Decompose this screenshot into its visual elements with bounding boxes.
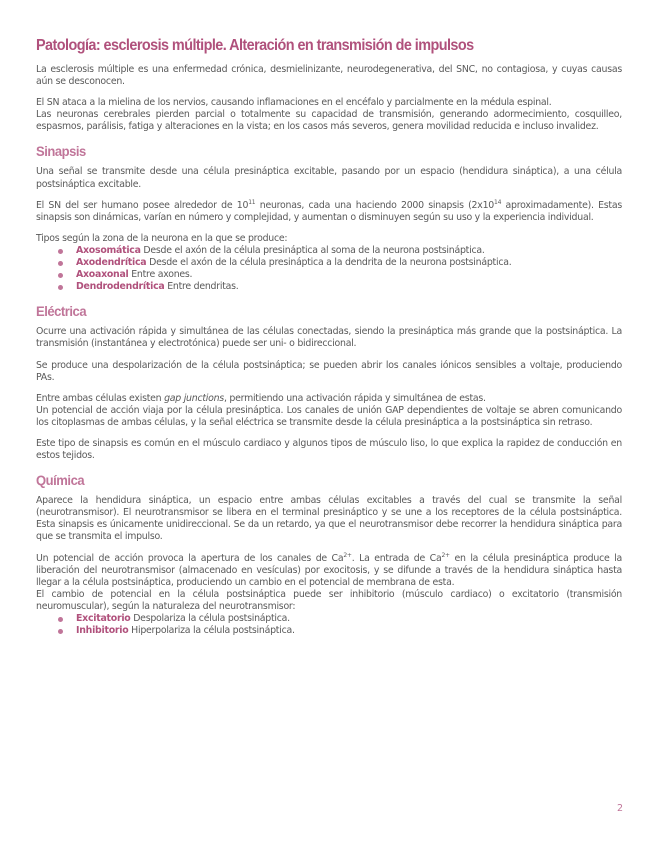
sinapsis-types-intro: Tipos según la zona de la neurona en la que se produce: [36,232,288,244]
sinapsis-paragraph-2 [36,200,622,224]
list-item [36,281,622,293]
text-span: , permitiendo una activación rápida y simultánea de estas. [223,392,486,404]
term: Axodendrítica [76,257,147,269]
text-span: Un potencial de acción provoca la apertura de los canales de Ca [36,552,344,564]
term-description: Entre axones. [128,269,193,281]
document-page [36,36,622,645]
term-description: Despolariza la célula postsináptica. [130,613,290,624]
list-item [36,613,622,625]
intro-paragraph-2a: El SN ataca a la mielina de los nervios, causando inflamaciones en el encéfalo y parcialmente en la médula espinal. [36,97,552,109]
term: Axosomática [76,244,141,256]
electrica-paragraph-1: Ocurre una activación rápida y simultánea de las células conectadas, siendo la presináptica más grande que la postsináptica. La transmisión (instantánea y electrotónica) puede ser uni- o bidireccional. [36,326,622,350]
term: Dendrodendrítica [76,281,165,293]
electrica-paragraph-4: Un potencial de acción viaja por la célula presináptica. Los canales de unión GAP dependientes de voltaje se abren comunicando los citoplasmas de ambas células, y la señal eléctrica se transmite desde la célula presináptica a la postsináptica sin retraso. [36,404,622,428]
list-item [36,625,622,637]
exponent: 11 [248,198,256,206]
list-item [36,269,622,281]
quimica-paragraph-3: El cambio de potencial en la célula postsináptica puede ser inhibitorio (músculo cardiaco) o excitatorio (transmisión neuromuscular), según la naturaleza del neurotransmisor: [36,588,622,612]
section-heading-sinapsis: Sinapsis [36,143,86,160]
page-title: Patología: esclerosis múltiple. Alteración en transmisión de impulsos [36,37,474,54]
term-description: Entre dendritas. [164,281,239,293]
quimica-types-list [36,613,622,637]
intro-paragraph-2b: Las neuronas cerebrales pierden parcial o totalmente su capacidad de transmisión, generando adormecimiento, cosquilleo, espasmos, parálisis, fatiga y alteraciones en la vista; en los casos más severos, genera movilidad reducida e incluso invalidez. [36,109,622,133]
superscript: 2+ [343,551,352,559]
term: Axoaxonal [76,269,129,281]
text-span: neuronas, cada una haciendo 2000 sinapsis (2x10 [255,199,494,211]
emphasis: gap junctions [164,392,224,404]
electrica-paragraph-2: Se produce una despolarización de la célula postsináptica; se pueden abrir los canales iónicos sensibles a voltaje, produciendo PAs. [36,359,622,383]
quimica-paragraph-1: Aparece la hendidura sináptica, un espacio entre ambas células excitables a través del cual se transmite la señal (neurotransmisor). El neurotransmisor se libera en el terminal presináptico y se une a los receptores de la célula postsináptica. Esta sinapsis es únicamente unidireccional. Se da un retardo, ya que el neurotransmisor debe recorrer la hendidura sináptica para que se transmita el impulso. [36,495,622,543]
sinapsis-types-list [36,245,622,293]
text-span: en la célula presináptica produce la liberación del neurotransmisor (almacenado en vesículas) por exocitosis, y se difunde a través de la hendidura sináptica hasta llegar a la célula postsináptica, produciendo un cambio en el potencial de membrana de esta. [36,552,622,588]
term-description: Desde el axón de la célula presináptica a la dendrita de la neurona postsináptica. [146,257,512,269]
page-number: 2 [616,803,623,814]
term: Excitatorio [76,613,131,624]
quimica-paragraph-2 [36,553,622,589]
intro-paragraph-1: La esclerosis múltiple es una enfermedad crónica, desmielinizante, neurodegenerativa, del SNC, no contagiosa, y cuyas causas aún se desconocen. [36,64,622,88]
term-description: Hiperpolariza la célula postsináptica. [128,625,295,637]
text-span: . La entrada de Ca [351,552,442,564]
section-heading-electrica: Eléctrica [36,303,87,320]
term-description: Desde el axón de la célula presináptica al soma de la neurona postsináptica. [140,244,485,256]
list-item [36,245,622,257]
superscript: 2+ [441,551,450,559]
electrica-paragraph-3 [36,393,622,405]
electrica-paragraph-5: Este tipo de sinapsis es común en el músculo cardiaco y algunos tipos de músculo liso, lo que explica la rapidez de conducción en estos tejidos. [36,437,622,462]
sinapsis-paragraph-1: Una señal se transmite desde una célula presináptica excitable, pasando por un espacio (hendidura sináptica), a una célula postsináptica excitable. [36,166,622,190]
text-span: El SN del ser humano posee alrededor de 10 [36,199,249,211]
text-span: Entre ambas células existen [36,392,165,404]
term: Inhibitorio [76,625,129,637]
section-heading-quimica: Química [36,472,85,489]
text-span: aproximadamente). Estas sinapsis son dinámicas, varían en número y complejidad, y aumentan o disminuyen según su uso y la experiencia individual. [36,199,622,223]
exponent: 14 [494,198,502,206]
list-item [36,257,622,269]
